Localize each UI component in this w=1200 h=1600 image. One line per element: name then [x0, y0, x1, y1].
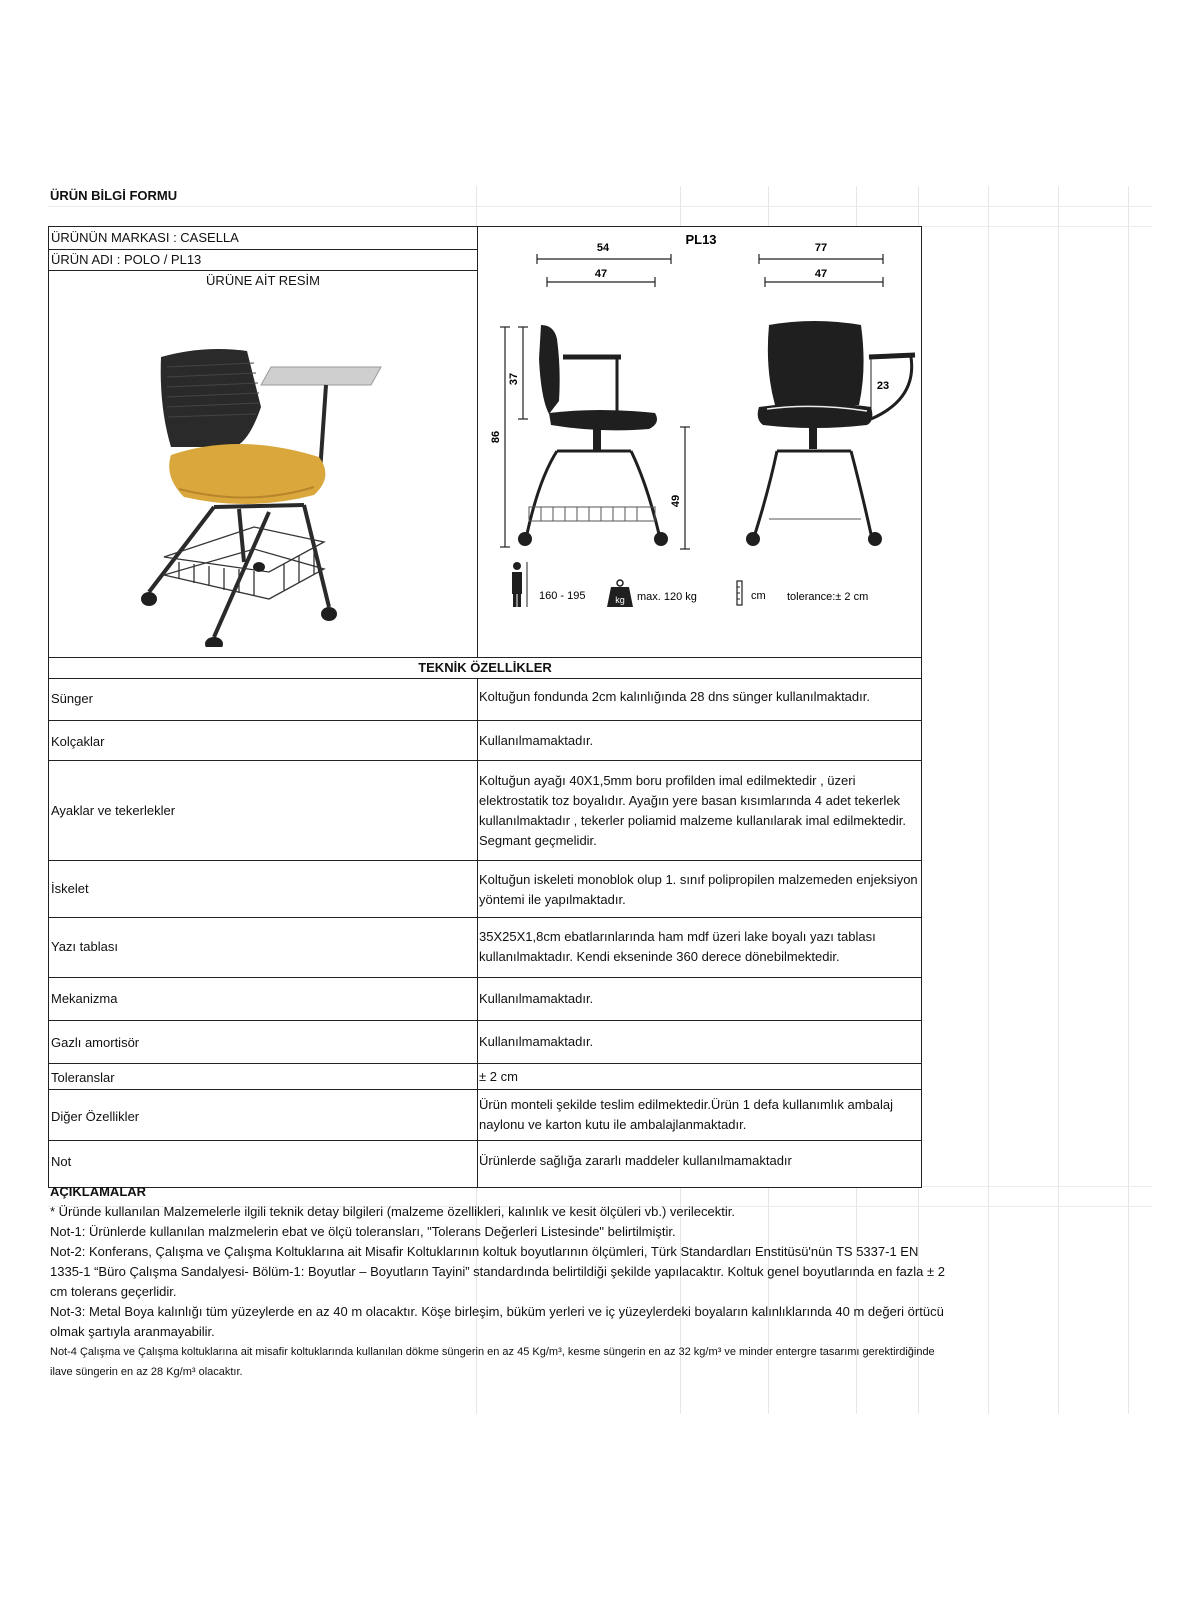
- form-table: [48, 226, 922, 1188]
- spec-value: ± 2 cm: [479, 1069, 518, 1084]
- height-range: 160 - 195: [539, 590, 586, 602]
- spec-label: Mekanizma: [51, 991, 118, 1006]
- tolerance-label: tolerance:± 2 cm: [787, 591, 869, 603]
- note-item: Not-1: Ürünlerde kullanılan malzmelerin ebat ve ölçü toleransları, "Tolerans Değerleri Listesinde" belirtilmiştir.: [50, 1224, 676, 1239]
- note-item: Not-2: Konferans, Çalışma ve Çalışma Koltuklarına ait Misafir Koltuklarının koltuk boyutlarının ölçümleri, Türk Standardları Enstitüsü'nün TS 5337-1 EN 1335-1 “Büro Çalışma Sandalyesi- Bölüm-1: Boyutlar – Boyutların Tayini” standardında belirtildiği şekilde yapılacaktır. Koltuk genel boyutlarında en fazla ± 2 cm tolerans geçerlidir.: [50, 1244, 945, 1299]
- spec-value: Koltuğun fondunda 2cm kalınlığında 28 dns sünger kullanılmaktadır.: [479, 689, 870, 704]
- dimension-label: 37: [508, 372, 520, 386]
- notes-list: [50, 1202, 950, 1382]
- dimension-label: 47: [594, 268, 608, 280]
- side-view: [518, 325, 668, 546]
- person-icon: [512, 562, 527, 607]
- model-code: PL13: [685, 232, 717, 247]
- product-name-label: ÜRÜN ADI : POLO / PL13: [51, 252, 202, 267]
- weight-icon: [607, 580, 633, 607]
- specs-heading: TEKNİK ÖZELLİKLER: [418, 660, 552, 675]
- spec-label: Toleranslar: [51, 1070, 115, 1085]
- spec-label: Ayaklar ve tekerlekler: [51, 803, 176, 818]
- seat-cushion: [169, 444, 325, 504]
- image-caption: ÜRÜNE AİT RESİM: [206, 273, 320, 288]
- dimension-label: 86: [490, 430, 502, 444]
- note-item: * Üründe kullanılan Malzemelerle ilgili teknik detay bilgileri (malzeme özellikleri, kalınlık ve kesit ölçüleri vb.) verilecektir.: [50, 1204, 735, 1219]
- note-item: Not-3: Metal Boya kalınlığı tüm yüzeylerde en az 40 m olacaktır. Köşe birleşim, büküm yerleri ve iç yüzeylerdeki boyaların kalınlıklarında 40 m değeri örtücü olmak şartıyla aranmayabilir.: [50, 1304, 944, 1339]
- grid-line: [48, 206, 1152, 207]
- spec-value: Ürünlerde sağlığa zararlı maddeler kullanılmamaktadır: [479, 1153, 792, 1168]
- spec-label: Kolçaklar: [51, 734, 105, 749]
- spec-value: Kullanılmamaktadır.: [479, 1034, 594, 1049]
- spec-value: 35X25X1,8cm ebatlarınlarında ham mdf üzeri lake boyalı yazı tablası kullanılmaktadır. Kendi ekseninde 360 derece dönebilmektedir.: [479, 929, 876, 964]
- writing-table: [261, 367, 381, 385]
- note-item: Not-4 Çalışma ve Çalışma koltuklarına ait misafir koltuklarında kullanılan dökme süngerin en az 45 Kg/m³, kesme süngerin en az 32 kg/m³ ve minder entergre tasarımı gerektirdiğinde ilave süngerin en az 28 Kg/m³ olacaktır.: [50, 1346, 935, 1378]
- unit-label: cm: [751, 590, 766, 602]
- spec-value: Ürün monteli şekilde teslim edilmektedir.Ürün 1 defa kullanımlık ambalaj naylonu ve karton kutu ile ambalajlanmaktadır.: [479, 1097, 894, 1132]
- grid-line: [988, 186, 989, 1414]
- chair-photo: [119, 337, 409, 647]
- spec-label: Yazı tablası: [51, 939, 118, 954]
- spec-value: Kullanılmamaktadır.: [479, 733, 594, 748]
- dimension-label: 77: [814, 242, 828, 254]
- spec-label: Gazlı amortisör: [51, 1035, 140, 1050]
- ruler-icon: [737, 581, 742, 605]
- front-view: [746, 321, 915, 546]
- weight-icon-label: kg: [615, 595, 625, 605]
- brand-label: ÜRÜNÜN MARKASI : CASELLA: [51, 230, 239, 245]
- dimension-label: 47: [814, 268, 828, 280]
- form-title: ÜRÜN BİLGİ FORMU: [50, 188, 178, 203]
- notes-heading: AÇIKLAMALAR: [50, 1184, 147, 1199]
- grid-line: [1058, 186, 1059, 1414]
- spec-label: Diğer Özellikler: [51, 1109, 140, 1124]
- spec-value: Kullanılmamaktadır.: [479, 991, 594, 1006]
- dimension-label: 49: [670, 494, 682, 508]
- spreadsheet-page: [48, 186, 1152, 1414]
- technical-drawing: [479, 229, 919, 657]
- max-weight: max. 120 kg: [637, 591, 697, 603]
- dimension-label: 54: [596, 242, 610, 254]
- dimension-label: 23: [876, 380, 890, 392]
- spec-label: Sünger: [51, 691, 93, 706]
- spec-value: Koltuğun ayağı 40X1,5mm boru profilden imal edilmektedir , üzeri elektrostatik toz boyalıdır. Ayağın yere basan kısımlarında 4 adet tekerlek kullanılmaktadır , tekerler poliamid malzeme kullanılarak imal edilmektedir. Segmant geçmelidir.: [479, 773, 907, 848]
- spec-label: Not: [51, 1154, 72, 1169]
- spec-value: Koltuğun iskeleti monoblok olup 1. sınıf polipropilen malzemeden enjeksiyon yöntemi ile yapılmaktadır.: [479, 872, 918, 907]
- grid-line: [1128, 186, 1129, 1414]
- spec-label: İskelet: [51, 881, 89, 896]
